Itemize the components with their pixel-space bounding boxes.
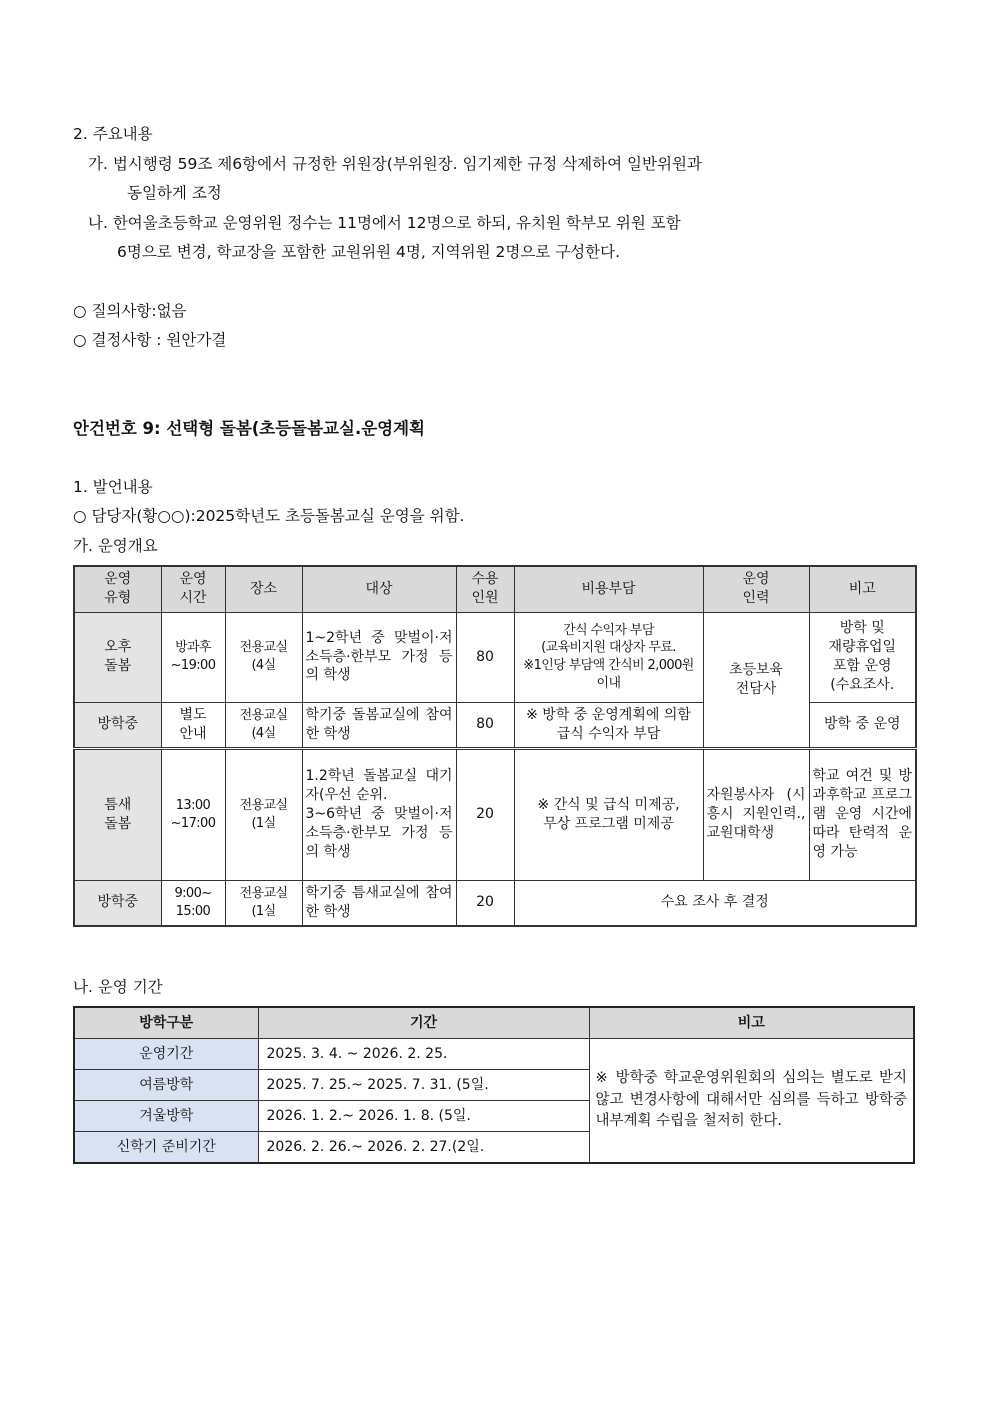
item-na-line2: 6명으로 변경, 학교장을 포함한 교원위원 4명, 지역위원 2명으로 구성한다. [117,243,621,261]
row2-capacity: 80 [456,702,514,748]
item-na-line1: 나. 한여울초등학교 운영위원 정수는 11명에서 12명으로 하되, 유치원 학부모 위원 포함 [88,214,681,232]
item-ga-line1: 가. 법시행령 59조 제6항에서 규정한 위원장(부위원장. 임기제한 규정 삭제하여 일반위원과 [88,155,702,173]
row2-type: 방학중 [74,702,161,748]
row3-target: 1.2학년 돌봄교실 대기자(우선 순위. 3~6학년 중 맞벌이·저소득층·한부모 가정 등의 학생 [302,748,456,880]
sub-heading-na: 나. 운영 기간 [73,978,163,996]
col-header-type: 운영 유형 [74,566,161,612]
row2-place: 전용교실 (4실 [225,702,302,748]
col-header-note: 비고 [809,566,916,612]
section2-heading: 2. 주요내용 [73,125,153,143]
period-value: 2026. 1. 2.~ 2026. 1. 8. (5일. [258,1101,589,1132]
row1-capacity: 80 [456,612,514,702]
row4-merged: 수요 조사 후 결정 [514,880,916,926]
operation-overview-table [73,565,917,927]
period-note: ※ 방학중 학교운영위원회의 심의는 별도로 받지 않고 변경사항에 대해서만 심의를 득하고 방학중 내부계획 수립을 철저히 한다. [589,1039,914,1164]
col-header-remarks: 비고 [589,1007,914,1039]
period-value: 2026. 2. 26.~ 2026. 2. 27.(2일. [258,1132,589,1164]
sub-heading-ga: 가. 운영개요 [73,537,158,555]
col-header-place: 장소 [225,566,302,612]
row2-note: 방학 중 운영 [809,702,916,748]
row1-staff: 초등보육 전담사 [703,612,809,748]
period-label: 여름방학 [74,1070,258,1101]
row3-cost: ※ 간식 및 급식 미제공, 무상 프로그램 미제공 [514,748,703,880]
operation-period-table [73,1006,915,1164]
row2-time: 별도 안내 [161,702,225,748]
period-label: 운영기간 [74,1039,258,1070]
row1-note: 방학 및 재량휴업일 포함 운영 (수요조사. [809,612,916,702]
row3-capacity: 20 [456,748,514,880]
col-header-cost: 비용부담 [514,566,703,612]
row1-place: 전용교실 (4실 [225,612,302,702]
row1-cost: 간식 수익자 부담 (교육비지원 대상자 무료. ※1인당 부담액 간식비 2,000원 이내 [514,612,703,702]
row4-target: 학기중 틈새교실에 참여한 학생 [302,880,456,926]
speaker-line: ○ 담당자(황○○):2025학년도 초등돌봄교실 운영을 위함. [73,507,465,525]
period-label: 겨울방학 [74,1101,258,1132]
row3-time: 13:00 ~17:00 [161,748,225,880]
period-value: 2025. 3. 4. ~ 2026. 2. 25. [258,1039,589,1070]
row3-place: 전용교실 (1실 [225,748,302,880]
row4-type: 방학중 [74,880,161,926]
col-header-time: 운영 시간 [161,566,225,612]
row4-place: 전용교실 (1실 [225,880,302,926]
statement-heading: 1. 발언내용 [73,478,153,496]
col-header-period: 기간 [258,1007,589,1039]
row4-time: 9:00~ 15:00 [161,880,225,926]
row2-target: 학기중 돌봄교실에 참여한 학생 [302,702,456,748]
item-ga-line2: 동일하게 조정 [127,184,222,202]
row3-note: 학교 여건 및 방과후학교 프로그램 운영 시간에 따라 탄력적 운영 가능 [809,748,916,880]
col-header-capacity: 수용 인원 [456,566,514,612]
decision: ○ 결정사항 : 원안가결 [73,331,227,349]
col-header-vacation: 방학구분 [74,1007,258,1039]
period-label: 신학기 준비기간 [74,1132,258,1164]
questions: ○ 질의사항:없음 [73,302,187,320]
col-header-staff: 운영 인력 [703,566,809,612]
row4-capacity: 20 [456,880,514,926]
row1-time: 방과후 ~19:00 [161,612,225,702]
agenda-title: 안건번호 9: 선택형 돌봄(초등돌봄교실.운영계획 [73,419,425,438]
row1-target: 1~2학년 중 맞벌이·저소득층·한부모 가정 등의 학생 [302,612,456,702]
row3-staff: 자원봉사자 (시흥시 지원인력.,교원대학생 [703,748,809,880]
row1-type: 오후 돌봄 [74,612,161,702]
row2-cost: ※ 방학 중 운영계획에 의함 급식 수익자 부담 [514,702,703,748]
row3-type: 틈새 돌봄 [74,748,161,880]
period-value: 2025. 7. 25.~ 2025. 7. 31. (5일. [258,1070,589,1101]
col-header-target: 대상 [302,566,456,612]
